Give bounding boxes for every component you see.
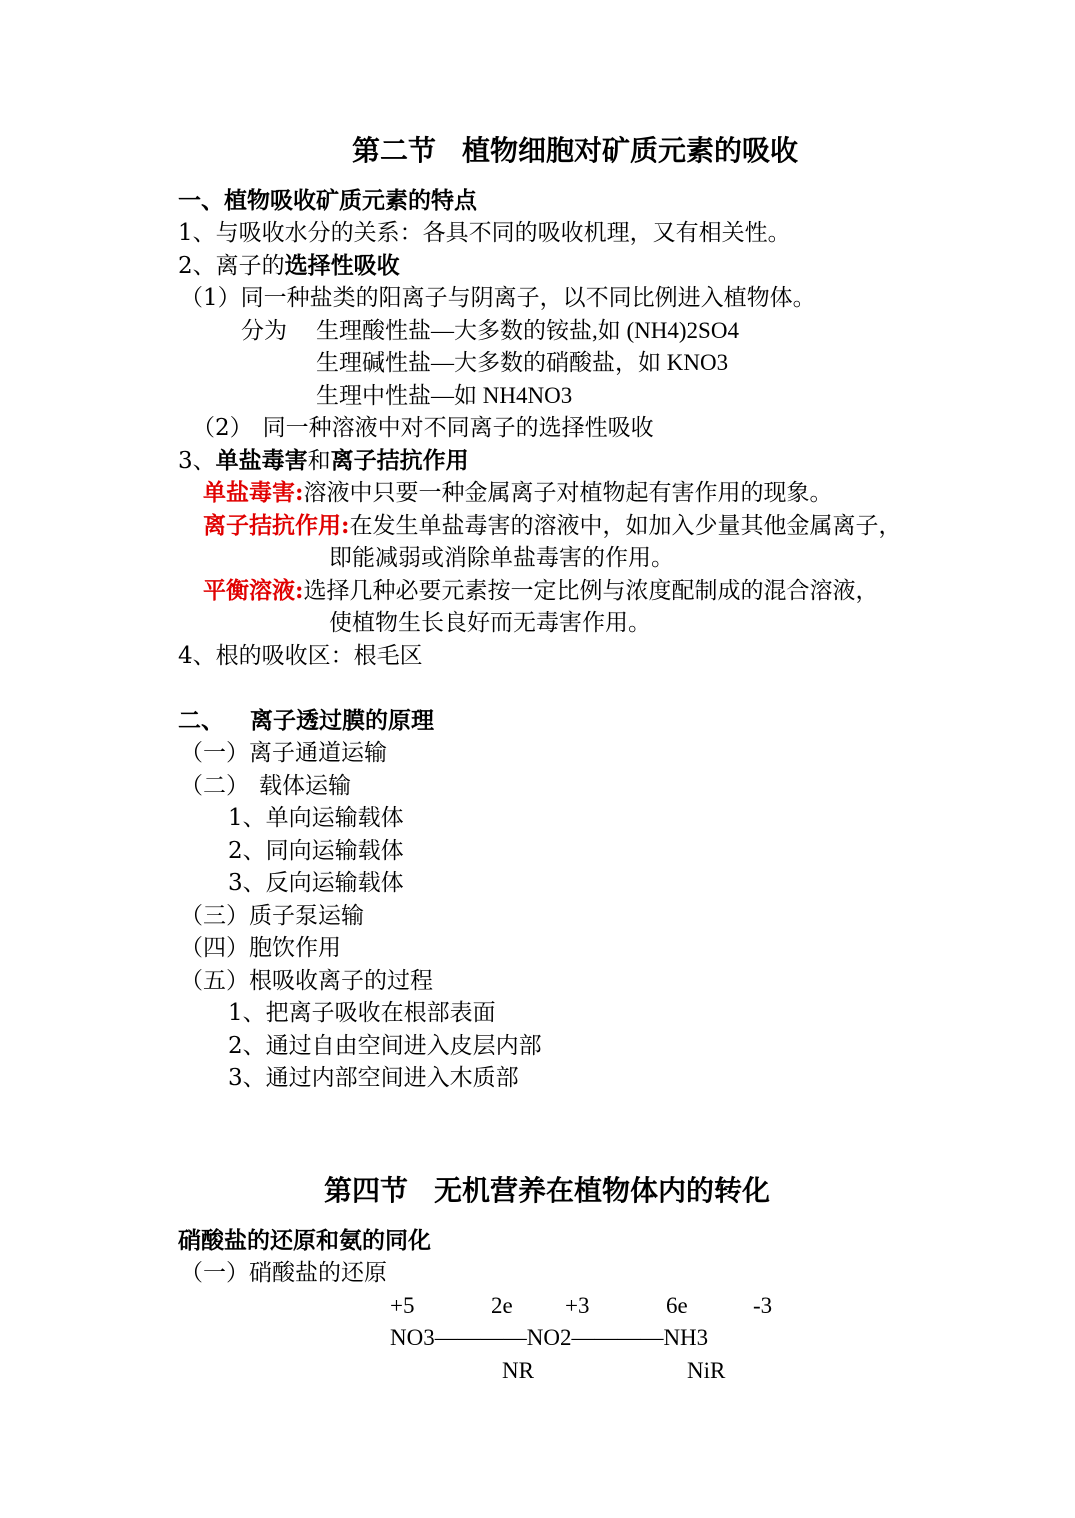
sub-item: （五）根吸收离子的过程 (180, 968, 433, 994)
salt-line: 生理酸性盐—大多数的铵盐,如 (NH4)2SO4 (316, 318, 739, 343)
sub-item-text: 载体运输 (259, 773, 351, 799)
definition (203, 478, 833, 508)
part-heading-text: 离子透过膜的原理 (250, 707, 434, 734)
enzyme-label: NR (502, 1358, 534, 1383)
definition-text: 选择几种必要元素按一定比例与浓度配制成的混合溶液， (303, 578, 879, 604)
nested-item: 2、通过自由空间进入皮层内部 (228, 1033, 542, 1059)
definition-continuation: 即能减弱或消除单盐毒害的作用。 (329, 545, 674, 571)
sub-item (180, 771, 351, 801)
list-item-prefix: 3、 (178, 448, 216, 474)
connector-text: 和 (307, 448, 331, 474)
nested-item: 3、通过内部空间进入木质部 (228, 1065, 519, 1091)
reaction-equation: NO3————NO2————NH3 (390, 1325, 709, 1350)
definition (203, 511, 902, 541)
sub-item: （四）胞饮作用 (180, 935, 341, 961)
oxidation-state: -3 (753, 1293, 773, 1318)
section-title-text: 植物细胞对矿质元素的吸收 (462, 134, 799, 167)
section-number: 第四节 (324, 1174, 409, 1207)
nested-item: 3、反向运输载体 (228, 870, 404, 896)
nested-item: 2、同向运输载体 (228, 838, 404, 864)
sub-item-text: 同一种溶液中对不同离子的选择性吸收 (262, 415, 654, 441)
salt-line: 生理碱性盐—大多数的硝酸盐，如 KNO3 (316, 350, 729, 375)
section-title (324, 1173, 770, 1209)
definition-term: 离子拮抗作用: (203, 512, 350, 539)
list-item (178, 251, 400, 281)
nested-item: 1、把离子吸收在根部表面 (228, 1000, 496, 1026)
definition (203, 576, 879, 606)
part-number: 二、 (178, 707, 224, 734)
sub-item (192, 413, 654, 443)
definition-term: 单盐毒害: (203, 479, 304, 506)
enzyme-label: NiR (687, 1358, 726, 1383)
list-item: 1、与吸收水分的关系：各具不同的吸收机理，又有相关性。 (178, 220, 791, 246)
nested-item: 1、单向运输载体 (228, 805, 404, 831)
oxidation-state: +3 (565, 1293, 590, 1318)
bold-term: 离子拮抗作用 (330, 447, 469, 474)
section-title-text: 无机营养在植物体内的转化 (434, 1174, 771, 1207)
definition-text: 溶液中只要一种金属离子对植物起有害作用的现象。 (303, 480, 833, 506)
sub-item-number: （2） (192, 415, 253, 441)
sub-item: （1）同一种盐类的阳离子与阴离子，以不同比例进入植物体。 (180, 285, 816, 311)
section-number: 第二节 (352, 134, 437, 167)
electron-count: 2e (491, 1293, 513, 1318)
sub-item: （一）硝酸盐的还原 (180, 1260, 387, 1286)
definition-continuation: 使植物生长良好而无毒害作用。 (329, 610, 651, 636)
section-title (352, 133, 798, 169)
bold-term: 选择性吸收 (284, 252, 400, 279)
split-label: 分为 (241, 318, 287, 344)
part-heading: 硝酸盐的还原和氨的同化 (178, 1227, 431, 1254)
sub-item: （三）质子泵运输 (180, 903, 364, 929)
oxidation-state: +5 (390, 1293, 415, 1318)
list-item: 4、根的吸收区：根毛区 (178, 643, 423, 669)
part-heading: 一、植物吸收矿质元素的特点 (178, 187, 477, 214)
part-heading (178, 706, 434, 736)
sub-item-number: （二） (180, 773, 249, 799)
sub-item: （一）离子通道运输 (180, 740, 387, 766)
bold-term: 单盐毒害 (215, 447, 308, 474)
list-item-prefix: 2、离子的 (178, 253, 285, 279)
list-item (178, 446, 469, 476)
electron-count: 6e (666, 1293, 688, 1318)
salt-line: 生理中性盐—如 NH4NO3 (316, 383, 573, 408)
definition-text: 在发生单盐毒害的溶液中，如加入少量其他金属离子， (349, 513, 902, 539)
definition-term: 平衡溶液: (203, 577, 304, 604)
